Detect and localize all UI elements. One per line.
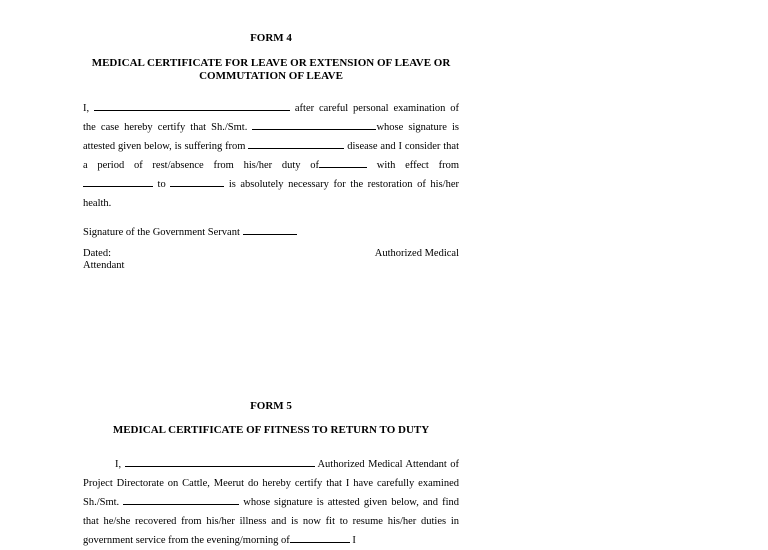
- form4-title-line1: MEDICAL CERTIFICATE FOR LEAVE OR EXTENSION OF LEAVE OR: [91, 57, 451, 69]
- form4-to-date-blank[interactable]: [170, 177, 224, 187]
- form5-medical-officer-blank[interactable]: [125, 457, 315, 467]
- form4-dated-label: Dated:: [83, 248, 111, 259]
- form4-body-text-2: after careful personal examination of the case hereby certify that Sh./Smt.: [83, 103, 462, 133]
- form4-signature-blank[interactable]: [243, 225, 297, 235]
- form5-employee-name-blank[interactable]: [123, 495, 239, 505]
- form4-body-text-6: to: [153, 179, 171, 190]
- form4-duration-blank[interactable]: [319, 158, 367, 168]
- form5-date-blank[interactable]: [290, 533, 350, 543]
- form4-signature-label: Signature of the Government Servant: [83, 227, 243, 238]
- form4-body-text-1: I,: [83, 103, 95, 114]
- form5-body-text-2: Authorized Medical Attendant of Project Directorate on Cattle, Meerut do hereby certify that I have carefully examined Sh./Smt.: [83, 459, 462, 508]
- form4-section: [83, 32, 462, 272]
- form4-body-text-5: with effect from: [367, 160, 462, 171]
- form4-body-text-4: disease and I consider that a period of rest/absence from his/her duty of: [83, 141, 462, 171]
- form4-from-date-blank[interactable]: [83, 177, 153, 187]
- form5-heading: FORM 5: [250, 400, 292, 412]
- form4-employee-name-blank[interactable]: [252, 120, 376, 130]
- form5-section: [83, 400, 462, 550]
- form4-body: [83, 99, 462, 213]
- form4-heading: FORM 4: [250, 32, 292, 44]
- form5-body-text-3: whose signature is attested given below, and find that he/she recovered from his/her illness and is now fit to resume his/her duties in government service from the evening/morning of: [83, 497, 462, 546]
- form4-medical-officer-blank[interactable]: [94, 101, 290, 111]
- form4-attendant-row: [83, 260, 459, 272]
- form5-body: [83, 455, 462, 550]
- form4-authorized-label: Authorized Medical: [374, 248, 459, 259]
- form4-title: [83, 57, 459, 83]
- form4-title-line2: COMMUTATION OF LEAVE: [199, 70, 343, 82]
- form5-title: MEDICAL CERTIFICATE OF FITNESS TO RETURN TO DUTY: [112, 424, 430, 436]
- form4-signature-line: [83, 223, 459, 242]
- form4-attendant-label: Attendant: [83, 260, 125, 271]
- form4-body-text-7: is absolutely necessary for the restoration of his/her health.: [83, 179, 462, 209]
- form4-disease-blank[interactable]: [248, 139, 344, 149]
- form4-dated-row: [83, 248, 459, 260]
- form5-body-text-1: I,: [115, 459, 125, 470]
- form5-body-text-4: I: [349, 535, 356, 546]
- form4-body-text-3: whose signature is attested given below, is suffering from: [83, 122, 462, 152]
